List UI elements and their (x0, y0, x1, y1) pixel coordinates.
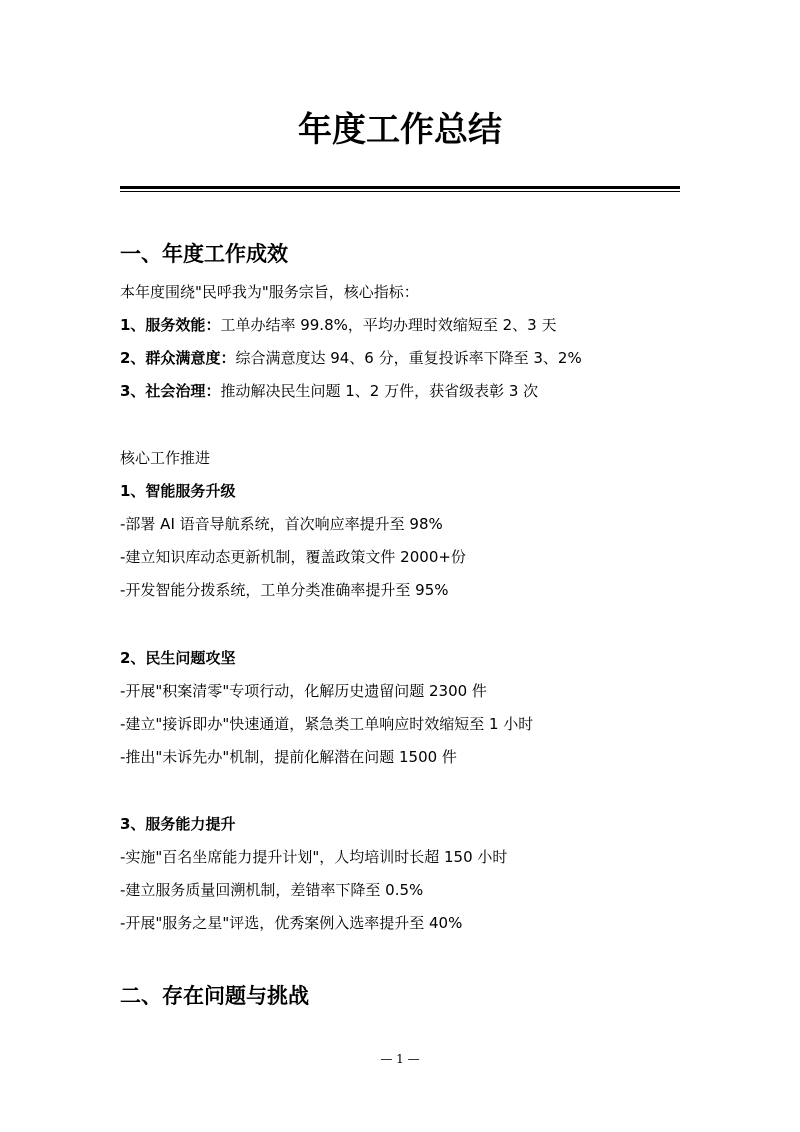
subsection-title: 2、民生问题攻坚 (120, 649, 236, 667)
list-item: -开发智能分拨系统，工单分类准确率提升至 95% (120, 581, 449, 599)
indicator-text: 综合满意度达 94、6 分，重复投诉率下降至 3、2% (235, 349, 582, 367)
list-item: -建立知识库动态更新机制，覆盖政策文件 2000+份 (120, 548, 466, 566)
subsection-title: 1、智能服务升级 (120, 482, 236, 500)
page-number: — 1 — (380, 1052, 420, 1066)
list-item: -建立"接诉即办"快速通道，紧急类工单响应时效缩短至 1 小时 (120, 715, 534, 733)
subsection-title: 3、服务能力提升 (120, 815, 236, 833)
list-item: -建立服务质量回溯机制，差错率下降至 0.5% (120, 881, 424, 899)
indicator-label: 2、群众满意度： (120, 349, 236, 367)
document-title: 年度工作总结 (298, 110, 502, 150)
section-heading-1: 一、年度工作成效 (120, 242, 288, 266)
list-item: -实施"百名坐席能力提升计划"，人均培训时长超 150 小时 (120, 848, 508, 866)
indicator-text: 推动解决民生问题 1、2 万件，获省级表彰 3 次 (220, 382, 539, 400)
list-item: -开展"积案清零"专项行动，化解历史遗留问题 2300 件 (120, 682, 487, 700)
indicator-label: 3、社会治理： (120, 382, 221, 400)
indicator-label: 1、服务效能： (120, 316, 221, 334)
section-intro: 本年度围绕"民呼我为"服务宗旨，核心指标： (120, 283, 419, 301)
indicator-item (120, 346, 582, 370)
indicator-item (120, 313, 557, 337)
list-item: -开展"服务之星"评选，优秀案例入选率提升至 40% (120, 914, 463, 932)
title-divider-thin (120, 191, 680, 192)
list-item: -部署 AI 语音导航系统，首次响应率提升至 98% (120, 515, 443, 533)
title-divider-thick (120, 186, 680, 189)
list-item: -推出"未诉先办"机制，提前化解潜在问题 1500 件 (120, 748, 457, 766)
indicator-text: 工单办结率 99.8%，平均办理时效缩短至 2、3 天 (220, 316, 557, 334)
core-work-heading: 核心工作推进 (120, 449, 211, 467)
section-heading-2: 二、存在问题与挑战 (120, 984, 309, 1008)
indicator-item (120, 379, 538, 403)
